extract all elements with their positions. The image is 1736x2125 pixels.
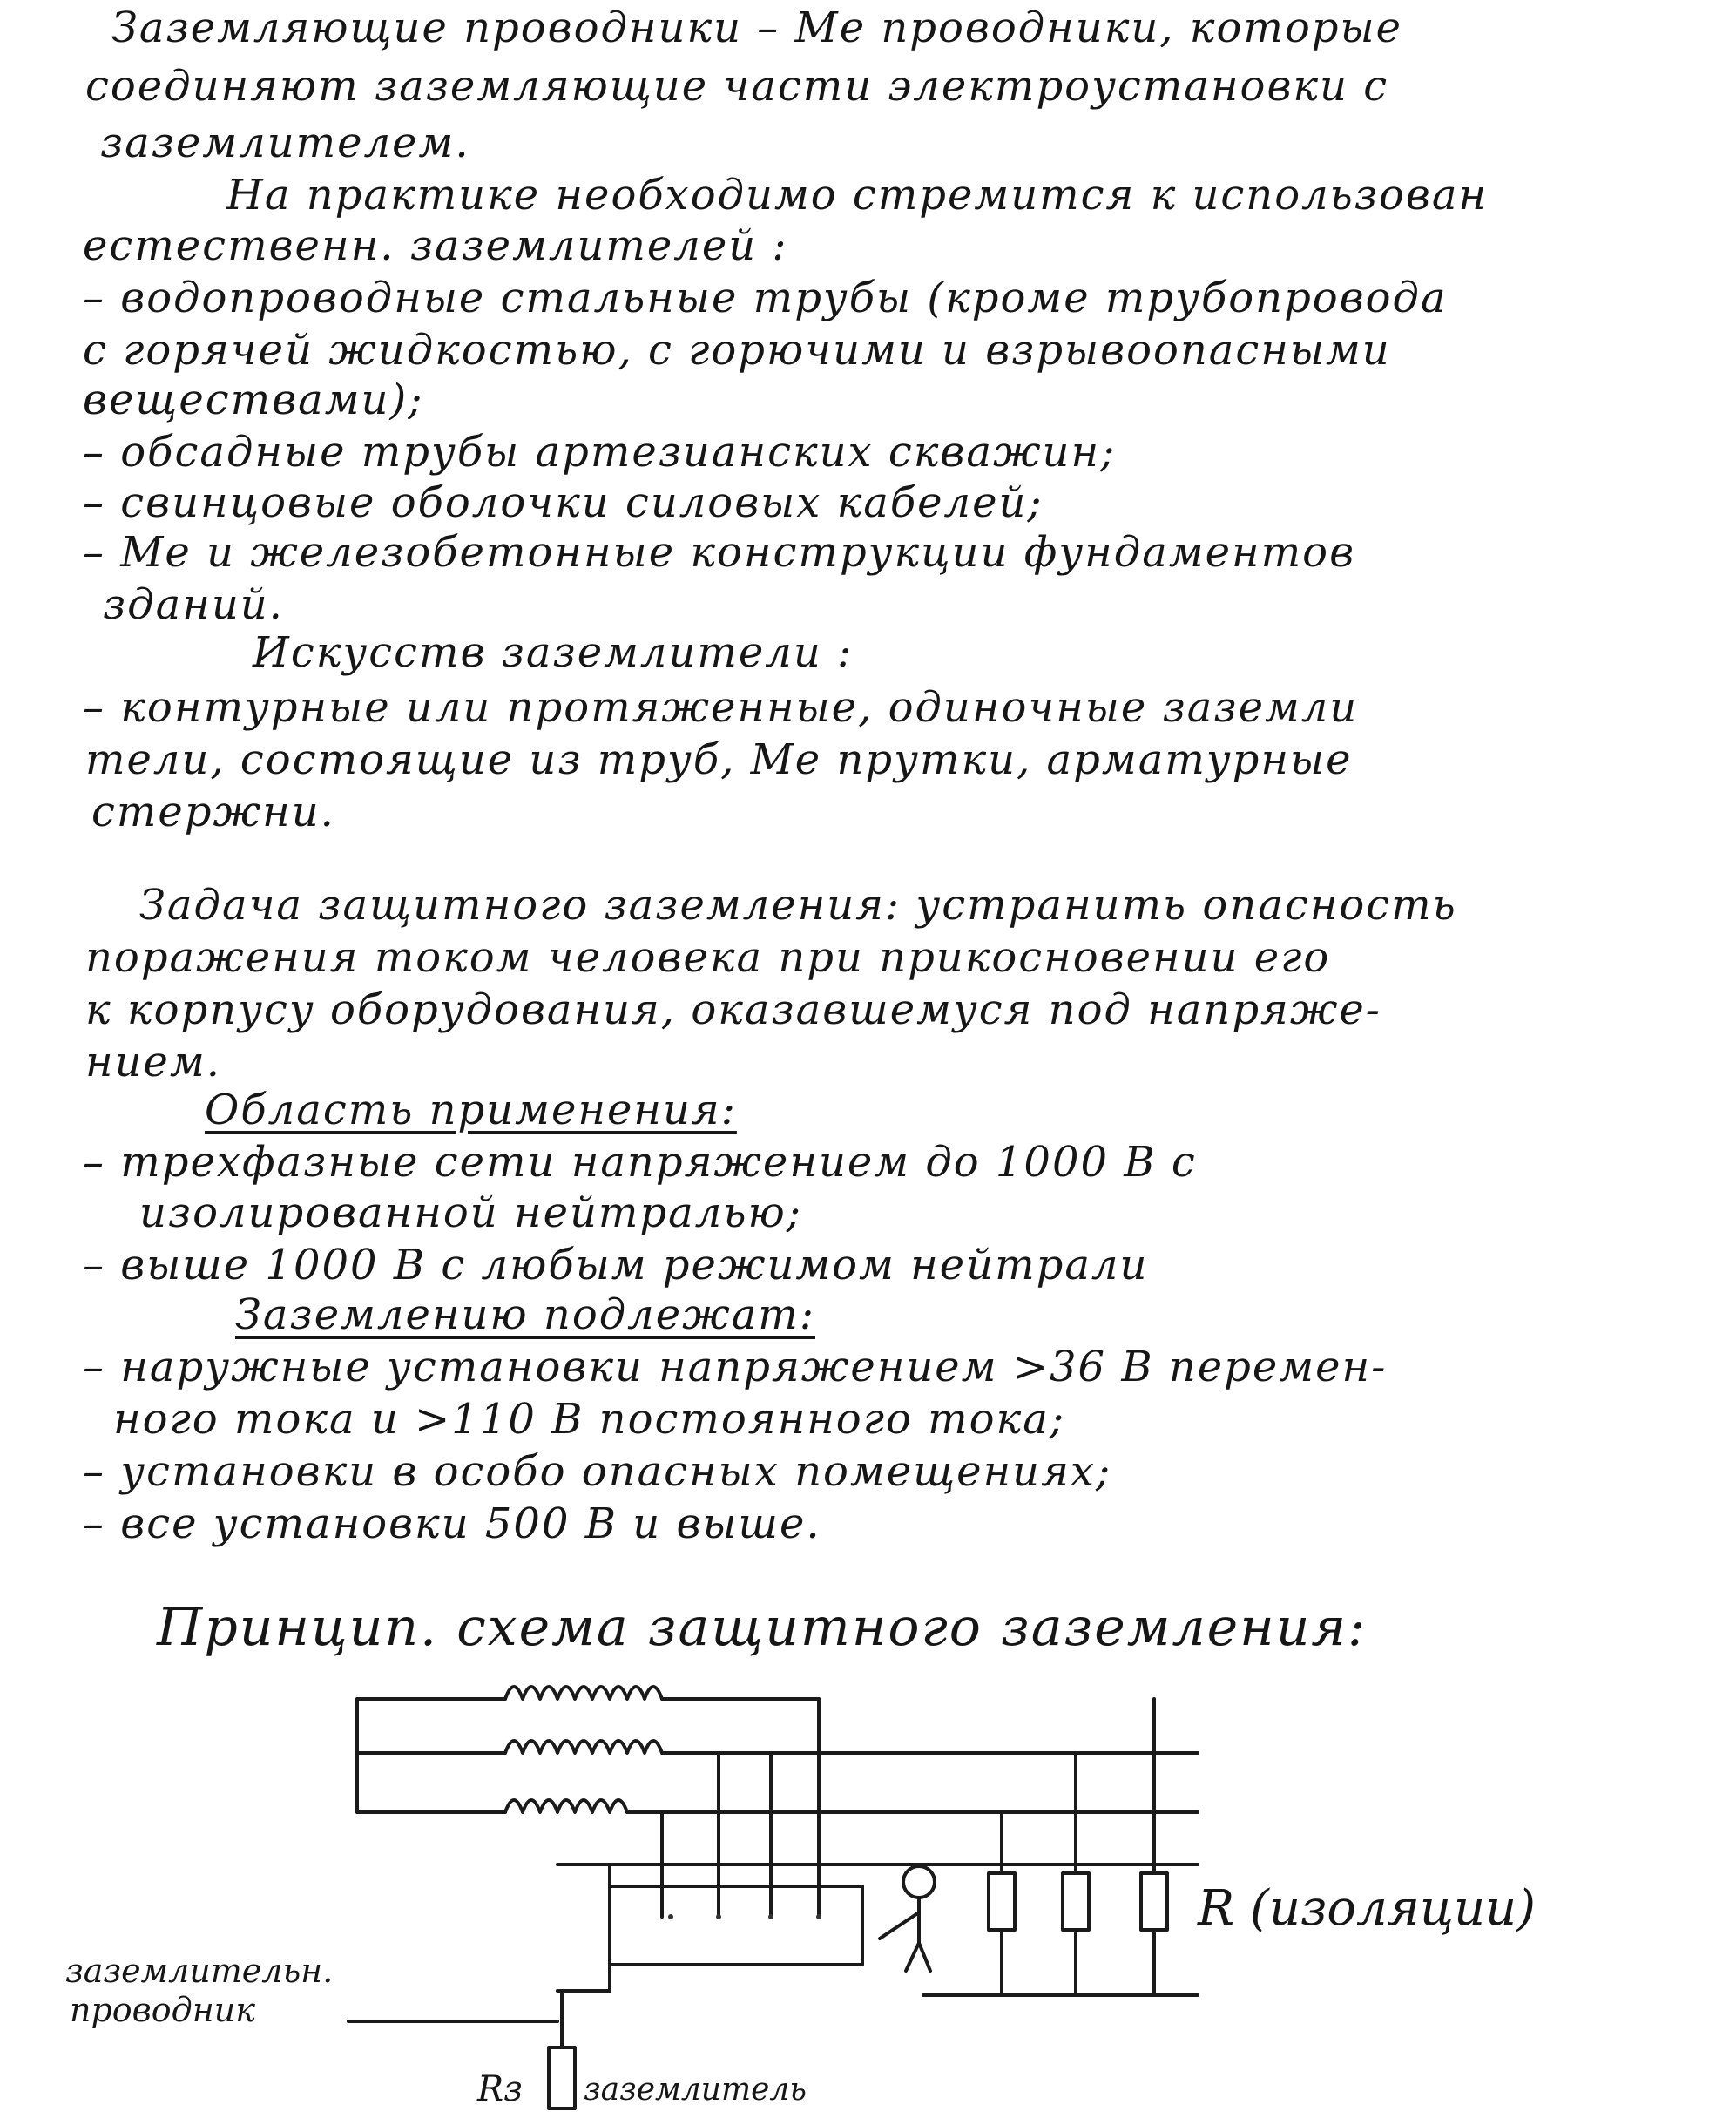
equipment-enclosure <box>610 1886 862 1965</box>
insulation-resistor-3 <box>1141 1873 1167 1930</box>
text-line-4: На практике необходимо стремится к использован <box>226 171 1489 220</box>
section-heading-application: Область применения: <box>205 1086 737 1134</box>
terminal-dot-3 <box>768 1914 773 1919</box>
winding-coil-2 <box>505 1741 662 1753</box>
text-line-18: поражения током человека при прикосновении его <box>85 933 1331 982</box>
terminal-dot-1 <box>668 1914 673 1919</box>
earth-electrode-label: заземлитель <box>584 2072 807 2108</box>
text-line-26: – наружные установки напряжением >36 В перемен- <box>83 1343 1388 1391</box>
text-line-19: к корпусу оборудования, оказавшемуся под напряже- <box>85 985 1382 1034</box>
text-line-6: – водопроводные стальные трубы (кроме трубопровода <box>83 274 1448 322</box>
text-line-17: Задача защитного заземления: устранить опасность <box>139 881 1457 930</box>
text-line-9: – обсадные трубы артезианских скважин; <box>83 428 1117 477</box>
text-line-27: ного тока и >110 В постоянного тока; <box>113 1395 1065 1444</box>
text-line-5: естественн. заземлителей : <box>83 221 788 270</box>
winding-coil-3 <box>505 1800 627 1812</box>
insulation-resistance-label: R (изоляции) <box>1198 1880 1536 1937</box>
text-line-7: с горячей жидкостью, с горючими и взрывоопасными <box>83 326 1391 375</box>
terminal-dot-4 <box>816 1914 821 1919</box>
text-line-20: нием. <box>85 1038 221 1086</box>
text-line-22: – трехфазные сети напряжением до 1000 В с <box>83 1138 1197 1187</box>
text-line-2: соединяют заземляющие части электроустановки с <box>85 62 1389 111</box>
text-line-16: стержни. <box>91 788 335 836</box>
grounding-conductor-label-2: проводник <box>70 1991 255 2029</box>
ground-resistance-label: Rз <box>477 2069 523 2109</box>
person-leg-2 <box>919 1943 930 1971</box>
text-line-13: Искусств заземлители : <box>253 628 854 677</box>
person-arm <box>880 1912 919 1939</box>
person-head <box>903 1866 935 1898</box>
text-line-28: – установки в особо опасных помещениях; <box>83 1447 1112 1496</box>
text-line-11: – Ме и железобетонные конструкции фундаментов <box>83 528 1355 577</box>
winding-coil-1 <box>505 1687 662 1699</box>
person-leg-1 <box>906 1943 919 1971</box>
text-line-10: – свинцовые оболочки силовых кабелей; <box>83 478 1044 527</box>
text-line-3: заземлителем. <box>100 118 470 167</box>
text-line-29: – все установки 500 В и выше. <box>83 1499 821 1548</box>
earth-electrode <box>549 2047 575 2108</box>
text-line-8: веществами); <box>83 376 424 424</box>
diagram-title: Принцип. схема защитного заземления: <box>157 1597 1368 1658</box>
text-line-23: изолированной нейтралью; <box>139 1188 802 1237</box>
text-line-24: – выше 1000 В с любым режимом нейтрали <box>83 1241 1149 1289</box>
grounding-conductor-label-1: заземлительн. <box>65 1952 334 1990</box>
text-line-15: тели, состоящие из труб, Ме прутки, арматурные <box>85 735 1353 784</box>
text-line-12: зданий. <box>103 580 284 629</box>
section-heading-subject: Заземлению подлежат: <box>235 1290 815 1339</box>
terminal-dot-2 <box>716 1914 721 1919</box>
text-line-1: Заземляющие проводники – Ме проводники, которые <box>111 3 1402 52</box>
text-line-14: – контурные или протяженные, одиночные заземли <box>83 683 1359 732</box>
insulation-resistor-2 <box>1063 1873 1089 1930</box>
insulation-resistor-1 <box>989 1873 1015 1930</box>
